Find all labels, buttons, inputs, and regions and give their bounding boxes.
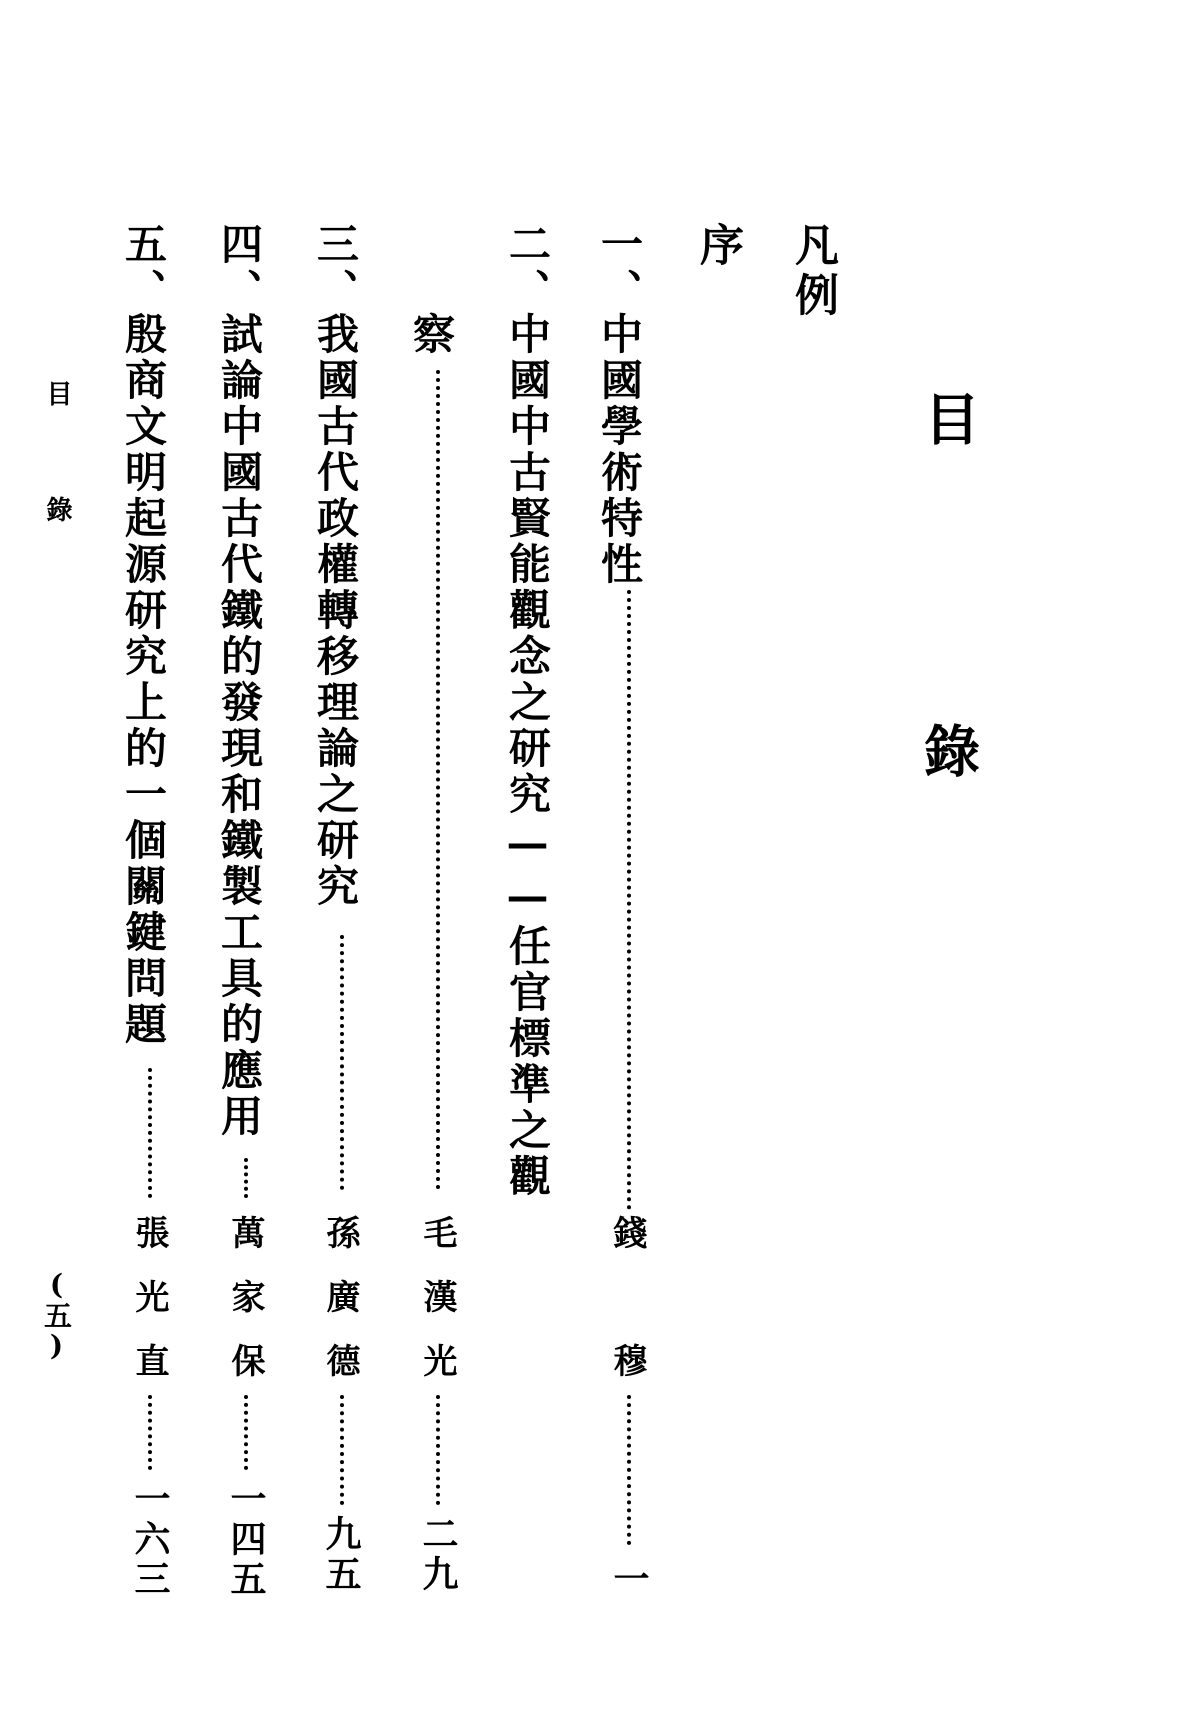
running-head: 目錄 [42,380,72,612]
dot-leader [148,1395,152,1470]
entry-number: 一、 [595,222,644,314]
dot-leader [436,370,440,1190]
front-matter-fanli: 凡例 [787,222,838,322]
entry-title: 中國學術特性 [595,312,644,588]
dot-leader [244,1395,248,1470]
page-title: 目 錄 [915,390,981,888]
dot-leader [340,1395,344,1505]
entry-title: 中國中古賢能觀念之研究——任官標準之觀 [503,312,552,1200]
entry-author: 孫廣德 [320,1215,360,1407]
entry-number: 二、 [503,222,552,314]
entry-author: 萬家保 [225,1215,265,1407]
entry-number: 五、 [119,222,168,314]
entry-author: 毛漢光 [417,1215,457,1407]
entry-title: 我國古代政權轉移理論之研究 [311,312,360,910]
dot-leader [148,1068,152,1198]
entry-number: 四、 [215,222,264,314]
front-matter-preface: 序 [692,222,743,272]
entry-author: 錢 穆 [607,1215,647,1407]
entry-page-number: 二九 [417,1515,459,1595]
entry-title: 試論中國古代鐵的發現和鐵製工具的應用 [215,312,264,1140]
entry-page-number: 一四五 [225,1480,267,1600]
entry-title: 殷商文明起源研究上的一個關鍵問題 [119,312,168,1048]
entry-page-number: 九五 [320,1515,362,1595]
entry-title-continuation: 察 [407,312,456,358]
entry-number: 三、 [311,222,360,314]
entry-page-number: 一六三 [129,1480,171,1600]
dot-leader [627,1395,631,1545]
folio-page-number: (五) [40,1268,73,1362]
entry-author: 張光直 [129,1215,169,1407]
dot-leader [244,1158,248,1198]
dot-leader [627,590,631,1210]
dot-leader [340,935,344,1190]
dot-leader [436,1395,440,1505]
entry-page-number: 一 [608,1560,650,1600]
